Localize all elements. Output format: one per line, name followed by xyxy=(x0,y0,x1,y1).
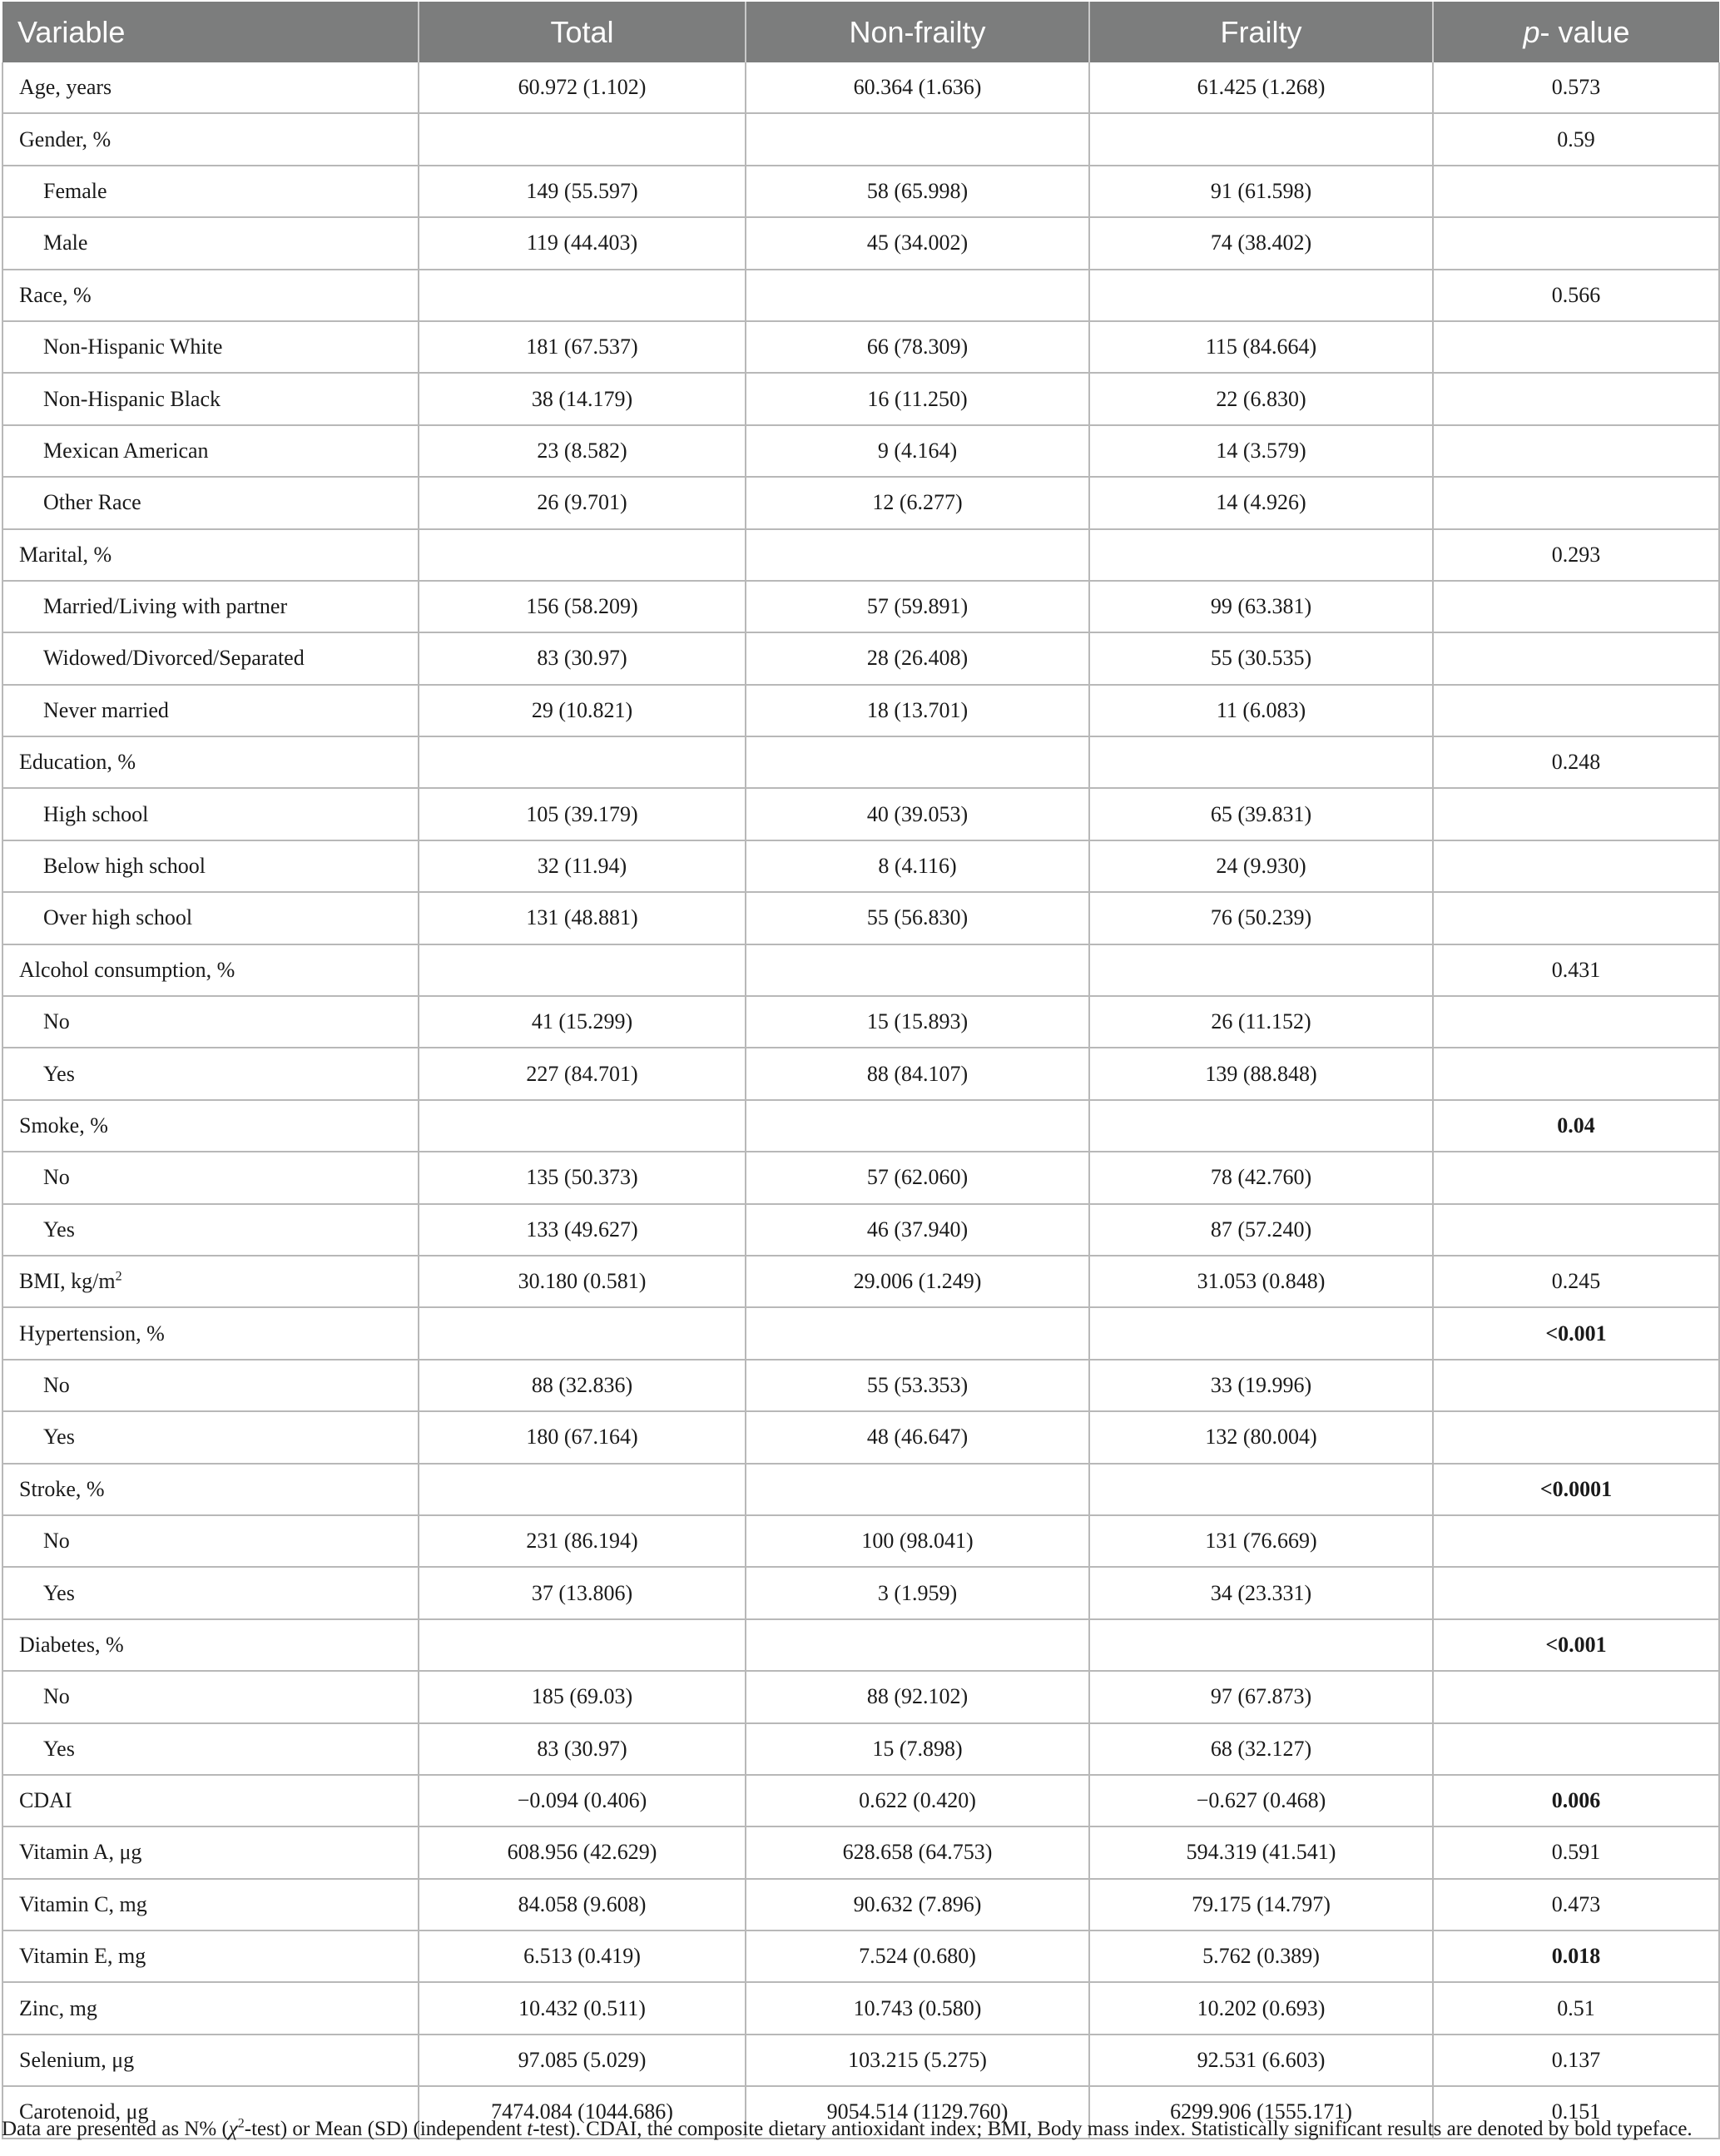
cell-variable: Selenium, μg xyxy=(2,2035,419,2086)
cell-non-frailty xyxy=(746,1464,1089,1515)
cell-non-frailty: 66 (78.309) xyxy=(746,321,1089,373)
cell-frailty: 78 (42.760) xyxy=(1089,1152,1433,1203)
table-row xyxy=(2,581,1719,632)
cell-total: 32 (11.94) xyxy=(419,840,746,892)
cell-total: 180 (67.164) xyxy=(419,1411,746,1463)
cell-p-value xyxy=(1433,840,1719,892)
cell-total: 41 (15.299) xyxy=(419,996,746,1048)
cell-non-frailty: 48 (46.647) xyxy=(746,1411,1089,1463)
cell-p-value xyxy=(1433,1360,1719,1411)
cell-non-frailty: 10.743 (0.580) xyxy=(746,1982,1089,2034)
header-p-italic: p xyxy=(1523,14,1540,49)
table-row xyxy=(2,840,1719,892)
cell-total: 181 (67.537) xyxy=(419,321,746,373)
table-row xyxy=(2,1723,1719,1775)
cell-non-frailty: 8 (4.116) xyxy=(746,840,1089,892)
cell-frailty xyxy=(1089,944,1433,996)
cell-p-value xyxy=(1433,1515,1719,1567)
table-row xyxy=(2,944,1719,996)
header-total: Total xyxy=(419,2,746,62)
cell-non-frailty: 16 (11.250) xyxy=(746,373,1089,424)
cell-total: 26 (9.701) xyxy=(419,477,746,528)
cell-total: 38 (14.179) xyxy=(419,373,746,424)
cell-variable: Yes xyxy=(2,1567,419,1618)
cell-total xyxy=(419,1307,746,1359)
cell-variable: Yes xyxy=(2,1048,419,1099)
cell-frailty: 26 (11.152) xyxy=(1089,996,1433,1048)
cell-frailty xyxy=(1089,1464,1433,1515)
cell-p-value xyxy=(1433,581,1719,632)
cell-total: 227 (84.701) xyxy=(419,1048,746,1099)
cell-frailty: 594.319 (41.541) xyxy=(1089,1826,1433,1878)
cell-variable: Education, % xyxy=(2,736,419,788)
cell-total: 97.085 (5.029) xyxy=(419,2035,746,2086)
header-p-value xyxy=(1433,2,1719,62)
cell-non-frailty: 100 (98.041) xyxy=(746,1515,1089,1567)
cell-frailty: −0.627 (0.468) xyxy=(1089,1775,1433,1826)
cell-p-value xyxy=(1433,892,1719,944)
footnote-chi: χ xyxy=(228,2118,238,2140)
header-frailty: Frailty xyxy=(1089,2,1433,62)
cell-non-frailty: 0.622 (0.420) xyxy=(746,1775,1089,1826)
cell-non-frailty xyxy=(746,270,1089,321)
cell-non-frailty: 45 (34.002) xyxy=(746,217,1089,269)
cell-p-value: 0.51 xyxy=(1433,1982,1719,2034)
table-row xyxy=(2,1307,1719,1359)
cell-frailty: 65 (39.831) xyxy=(1089,788,1433,840)
cell-frailty: 92.531 (6.603) xyxy=(1089,2035,1433,2086)
cell-variable: Gender, % xyxy=(2,113,419,165)
cell-non-frailty: 57 (59.891) xyxy=(746,581,1089,632)
cell-variable: Diabetes, % xyxy=(2,1619,419,1671)
cell-total: 156 (58.209) xyxy=(419,581,746,632)
table-row xyxy=(2,1826,1719,1878)
table-row xyxy=(2,685,1719,736)
cell-total: 131 (48.881) xyxy=(419,892,746,944)
header-p-suffix: - value xyxy=(1539,14,1630,49)
cell-variable: Never married xyxy=(2,685,419,736)
cell-frailty: 11 (6.083) xyxy=(1089,685,1433,736)
cell-frailty xyxy=(1089,270,1433,321)
header-non-frailty: Non-frailty xyxy=(746,2,1089,62)
cell-frailty xyxy=(1089,529,1433,581)
cell-total: 23 (8.582) xyxy=(419,425,746,477)
table-row xyxy=(2,477,1719,528)
cell-variable: Yes xyxy=(2,1204,419,1256)
table-row xyxy=(2,892,1719,944)
table-row xyxy=(2,1464,1719,1515)
table-row xyxy=(2,1619,1719,1671)
cell-frailty xyxy=(1089,736,1433,788)
cell-variable: Hypertension, % xyxy=(2,1307,419,1359)
cell-variable: Race, % xyxy=(2,270,419,321)
cell-variable-text: BMI, kg/m xyxy=(19,1269,116,1294)
table-row xyxy=(2,736,1719,788)
table-row xyxy=(2,270,1719,321)
cell-frailty: 97 (67.873) xyxy=(1089,1671,1433,1722)
cell-variable: Over high school xyxy=(2,892,419,944)
table-row xyxy=(2,2035,1719,2086)
cell-variable: Vitamin E, mg xyxy=(2,1930,419,1982)
cell-total: 60.972 (1.102) xyxy=(419,62,746,113)
cell-frailty: 31.053 (0.848) xyxy=(1089,1256,1433,1307)
cell-frailty: 14 (3.579) xyxy=(1089,425,1433,477)
cell-non-frailty: 90.632 (7.896) xyxy=(746,1879,1089,1930)
footnote-part1: Data are presented as N% ( xyxy=(2,2118,229,2140)
table-row xyxy=(2,788,1719,840)
cell-p-value xyxy=(1433,1411,1719,1463)
cell-total: 83 (30.97) xyxy=(419,1723,746,1775)
cell-p-value: 0.04 xyxy=(1433,1100,1719,1152)
cell-total: 105 (39.179) xyxy=(419,788,746,840)
cell-variable: No xyxy=(2,1152,419,1203)
cell-p-value xyxy=(1433,788,1719,840)
cell-variable: Non-Hispanic White xyxy=(2,321,419,373)
cell-variable: Yes xyxy=(2,1723,419,1775)
footnote-t: t xyxy=(527,2118,533,2140)
cell-non-frailty: 88 (84.107) xyxy=(746,1048,1089,1099)
table-row xyxy=(2,1048,1719,1099)
cell-p-value xyxy=(1433,685,1719,736)
cell-total xyxy=(419,1100,746,1152)
cell-frailty xyxy=(1089,113,1433,165)
cell-frailty: 87 (57.240) xyxy=(1089,1204,1433,1256)
cell-variable: Marital, % xyxy=(2,529,419,581)
cell-non-frailty xyxy=(746,1307,1089,1359)
cell-frailty: 132 (80.004) xyxy=(1089,1411,1433,1463)
cell-p-value: <0.001 xyxy=(1433,1307,1719,1359)
header-row xyxy=(2,2,1719,62)
cell-frailty: 6299.906 (1555.171) xyxy=(1089,2086,1433,2138)
footnote-part2: -test) or Mean (SD) (independent xyxy=(244,2118,528,2140)
cell-frailty: 131 (76.669) xyxy=(1089,1515,1433,1567)
cell-p-value: 0.293 xyxy=(1433,529,1719,581)
cell-variable: Non-Hispanic Black xyxy=(2,373,419,424)
cell-frailty: 91 (61.598) xyxy=(1089,166,1433,217)
cell-p-value: 0.473 xyxy=(1433,1879,1719,1930)
cell-frailty: 76 (50.239) xyxy=(1089,892,1433,944)
cell-variable: High school xyxy=(2,788,419,840)
cell-frailty: 55 (30.535) xyxy=(1089,632,1433,684)
cell-p-value xyxy=(1433,321,1719,373)
header-variable: Variable xyxy=(2,2,419,62)
cell-variable: CDAI xyxy=(2,1775,419,1826)
table-row xyxy=(2,1204,1719,1256)
cell-total xyxy=(419,113,746,165)
cell-p-value xyxy=(1433,1152,1719,1203)
table-row xyxy=(2,373,1719,424)
table-row xyxy=(2,321,1719,373)
cell-p-value: 0.431 xyxy=(1433,944,1719,996)
cell-p-value xyxy=(1433,477,1719,528)
cell-p-value xyxy=(1433,166,1719,217)
cell-p-value: 0.018 xyxy=(1433,1930,1719,1982)
table-header xyxy=(2,2,1719,62)
footnote-part3: -test). CDAI, the composite dietary antioxidant index; BMI, Body mass index. Statistically significant results are denoted by bold typeface. xyxy=(533,2118,1693,2140)
cell-total: 133 (49.627) xyxy=(419,1204,746,1256)
table-row xyxy=(2,217,1719,269)
cell-total: 231 (86.194) xyxy=(419,1515,746,1567)
cell-non-frailty: 28 (26.408) xyxy=(746,632,1089,684)
cell-frailty: 115 (84.664) xyxy=(1089,321,1433,373)
table-row xyxy=(2,1671,1719,1722)
table-footnote xyxy=(2,2118,1718,2141)
cell-non-frailty: 40 (39.053) xyxy=(746,788,1089,840)
baseline-characteristics-table xyxy=(2,2,1720,2139)
table-row xyxy=(2,1411,1719,1463)
cell-frailty: 22 (6.830) xyxy=(1089,373,1433,424)
cell-total xyxy=(419,944,746,996)
cell-variable: Below high school xyxy=(2,840,419,892)
cell-non-frailty xyxy=(746,944,1089,996)
cell-p-value: 0.248 xyxy=(1433,736,1719,788)
cell-frailty xyxy=(1089,1100,1433,1152)
cell-non-frailty xyxy=(746,1619,1089,1671)
cell-frailty: 68 (32.127) xyxy=(1089,1723,1433,1775)
cell-p-value xyxy=(1433,1671,1719,1722)
cell-total xyxy=(419,1464,746,1515)
cell-total: 119 (44.403) xyxy=(419,217,746,269)
table-row xyxy=(2,1879,1719,1930)
cell-non-frailty: 15 (15.893) xyxy=(746,996,1089,1048)
cell-total: 88 (32.836) xyxy=(419,1360,746,1411)
cell-p-value: 0.137 xyxy=(1433,2035,1719,2086)
cell-frailty: 33 (19.996) xyxy=(1089,1360,1433,1411)
cell-p-value: <0.0001 xyxy=(1433,1464,1719,1515)
cell-variable: No xyxy=(2,1671,419,1722)
cell-non-frailty: 12 (6.277) xyxy=(746,477,1089,528)
cell-total xyxy=(419,1619,746,1671)
cell-variable: Widowed/Divorced/Separated xyxy=(2,632,419,684)
cell-frailty: 10.202 (0.693) xyxy=(1089,1982,1433,2034)
cell-p-value xyxy=(1433,1204,1719,1256)
cell-total: 608.956 (42.629) xyxy=(419,1826,746,1878)
cell-p-value: 0.151 xyxy=(1433,2086,1719,2138)
cell-non-frailty xyxy=(746,529,1089,581)
cell-p-value: 0.566 xyxy=(1433,270,1719,321)
cell-non-frailty: 55 (56.830) xyxy=(746,892,1089,944)
cell-p-value: 0.591 xyxy=(1433,1826,1719,1878)
table-row xyxy=(2,1567,1719,1618)
cell-p-value xyxy=(1433,1723,1719,1775)
cell-p-value xyxy=(1433,373,1719,424)
cell-total: 135 (50.373) xyxy=(419,1152,746,1203)
table-row xyxy=(2,1256,1719,1307)
cell-total: 10.432 (0.511) xyxy=(419,1982,746,2034)
cell-total: 30.180 (0.581) xyxy=(419,1256,746,1307)
cell-total xyxy=(419,736,746,788)
cell-total xyxy=(419,270,746,321)
cell-non-frailty: 9054.514 (1129.760) xyxy=(746,2086,1089,2138)
cell-p-value xyxy=(1433,425,1719,477)
cell-non-frailty: 15 (7.898) xyxy=(746,1723,1089,1775)
cell-frailty xyxy=(1089,1619,1433,1671)
table-row xyxy=(2,1152,1719,1203)
cell-non-frailty: 3 (1.959) xyxy=(746,1567,1089,1618)
cell-total: 83 (30.97) xyxy=(419,632,746,684)
cell-frailty: 74 (38.402) xyxy=(1089,217,1433,269)
cell-total: 185 (69.03) xyxy=(419,1671,746,1722)
table-row xyxy=(2,62,1719,113)
cell-p-value xyxy=(1433,996,1719,1048)
table-row xyxy=(2,425,1719,477)
cell-frailty: 34 (23.331) xyxy=(1089,1567,1433,1618)
cell-p-value xyxy=(1433,632,1719,684)
cell-p-value: <0.001 xyxy=(1433,1619,1719,1671)
cell-non-frailty: 9 (4.164) xyxy=(746,425,1089,477)
cell-non-frailty xyxy=(746,1100,1089,1152)
table-body xyxy=(2,62,1719,2139)
table-row xyxy=(2,113,1719,165)
cell-p-value xyxy=(1433,1567,1719,1618)
cell-variable: Yes xyxy=(2,1411,419,1463)
cell-frailty: 79.175 (14.797) xyxy=(1089,1879,1433,1930)
table-row xyxy=(2,996,1719,1048)
cell-variable: Mexican American xyxy=(2,425,419,477)
cell-non-frailty: 60.364 (1.636) xyxy=(746,62,1089,113)
table-row xyxy=(2,1515,1719,1567)
cell-non-frailty: 57 (62.060) xyxy=(746,1152,1089,1203)
table-row xyxy=(2,1930,1719,1982)
cell-variable: Vitamin C, mg xyxy=(2,1879,419,1930)
cell-non-frailty: 58 (65.998) xyxy=(746,166,1089,217)
cell-frailty: 14 (4.926) xyxy=(1089,477,1433,528)
table-row xyxy=(2,1100,1719,1152)
cell-total: 84.058 (9.608) xyxy=(419,1879,746,1930)
table-row xyxy=(2,1982,1719,2034)
table-row xyxy=(2,166,1719,217)
cell-frailty: 139 (88.848) xyxy=(1089,1048,1433,1099)
cell-non-frailty: 88 (92.102) xyxy=(746,1671,1089,1722)
cell-variable: Zinc, mg xyxy=(2,1982,419,2034)
cell-variable: Married/Living with partner xyxy=(2,581,419,632)
cell-frailty: 61.425 (1.268) xyxy=(1089,62,1433,113)
cell-variable: Other Race xyxy=(2,477,419,528)
cell-non-frailty xyxy=(746,736,1089,788)
cell-non-frailty: 7.524 (0.680) xyxy=(746,1930,1089,1982)
cell-variable: Alcohol consumption, % xyxy=(2,944,419,996)
cell-variable: Male xyxy=(2,217,419,269)
footnote-chi-sup: 2 xyxy=(237,2116,245,2131)
cell-non-frailty: 18 (13.701) xyxy=(746,685,1089,736)
cell-p-value: 0.59 xyxy=(1433,113,1719,165)
table-row xyxy=(2,1775,1719,1826)
cell-variable: No xyxy=(2,1515,419,1567)
baseline-characteristics-table-container xyxy=(2,2,1718,2139)
cell-total: 7474.084 (1044.686) xyxy=(419,2086,746,2138)
cell-non-frailty: 103.215 (5.275) xyxy=(746,2035,1089,2086)
cell-total: 29 (10.821) xyxy=(419,685,746,736)
cell-non-frailty: 55 (53.353) xyxy=(746,1360,1089,1411)
cell-variable: Smoke, % xyxy=(2,1100,419,1152)
cell-frailty: 24 (9.930) xyxy=(1089,840,1433,892)
table-row xyxy=(2,1360,1719,1411)
cell-p-value: 0.573 xyxy=(1433,62,1719,113)
cell-total: 37 (13.806) xyxy=(419,1567,746,1618)
cell-variable-superscript: 2 xyxy=(115,1269,122,1284)
cell-variable: Carotenoid, μg xyxy=(2,2086,419,2138)
cell-total: 149 (55.597) xyxy=(419,166,746,217)
cell-frailty: 5.762 (0.389) xyxy=(1089,1930,1433,1982)
cell-variable: No xyxy=(2,996,419,1048)
cell-variable xyxy=(2,1256,419,1307)
cell-frailty xyxy=(1089,1307,1433,1359)
cell-variable: Stroke, % xyxy=(2,1464,419,1515)
cell-total: −0.094 (0.406) xyxy=(419,1775,746,1826)
cell-non-frailty: 628.658 (64.753) xyxy=(746,1826,1089,1878)
cell-non-frailty: 29.006 (1.249) xyxy=(746,1256,1089,1307)
cell-variable: Vitamin A, μg xyxy=(2,1826,419,1878)
cell-non-frailty xyxy=(746,113,1089,165)
cell-variable: Female xyxy=(2,166,419,217)
cell-p-value: 0.006 xyxy=(1433,1775,1719,1826)
cell-frailty: 99 (63.381) xyxy=(1089,581,1433,632)
cell-total xyxy=(419,529,746,581)
cell-total: 6.513 (0.419) xyxy=(419,1930,746,1982)
table-row xyxy=(2,632,1719,684)
cell-p-value: 0.245 xyxy=(1433,1256,1719,1307)
cell-p-value xyxy=(1433,217,1719,269)
cell-non-frailty: 46 (37.940) xyxy=(746,1204,1089,1256)
cell-variable: Age, years xyxy=(2,62,419,113)
cell-variable: No xyxy=(2,1360,419,1411)
cell-p-value xyxy=(1433,1048,1719,1099)
table-row xyxy=(2,529,1719,581)
